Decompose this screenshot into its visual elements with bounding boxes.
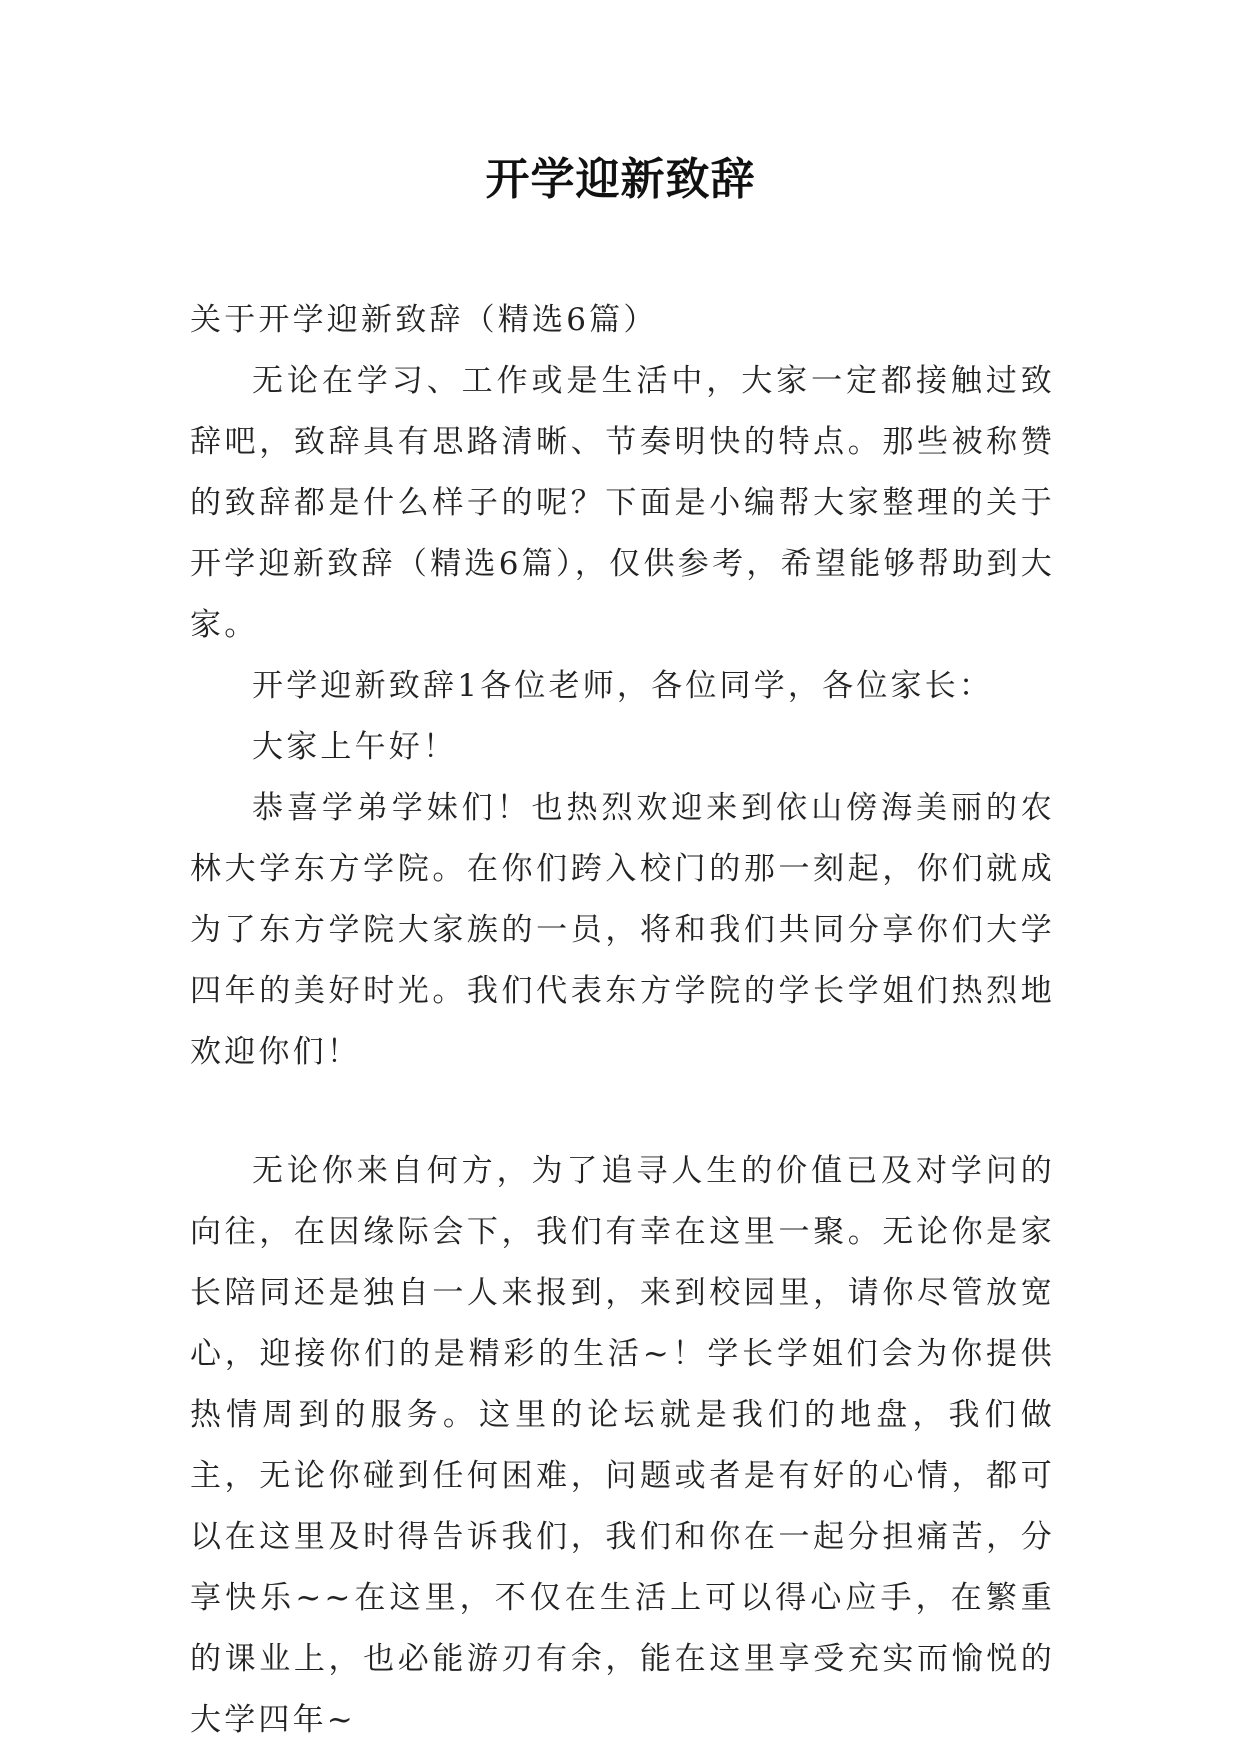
- intro-paragraph: 无论在学习、工作或是生活中，大家一定都接触过致辞吧，致辞具有思路清晰、节奏明快的特点。那些被称赞的致辞都是什么样子的呢？下面是小编帮大家整理的关于开学迎新致辞（精选6篇），仅供参考，希望能够帮助到大家。: [190, 363, 1055, 643]
- speech-greeting: 大家上午好！: [252, 729, 458, 765]
- speech-salutation: 开学迎新致辞1各位老师，各位同学，各位家长：: [252, 668, 994, 704]
- document-title: 开学迎新致辞: [485, 154, 756, 205]
- intro-heading: 关于开学迎新致辞（精选6篇）: [190, 302, 658, 338]
- speech-paragraph-welcome: 恭喜学弟学妹们！也热烈欢迎来到依山傍海美丽的农林大学东方学院。在你们跨入校门的那一刻起，你们就成为了东方学院大家族的一员，将和我们共同分享你们大学四年的美好时光。我们代表东方学院的学长学姐们热烈地欢迎你们！: [190, 790, 1055, 1070]
- document-body: [190, 290, 1055, 1751]
- speech-paragraph-campus-life: 无论你来自何方，为了追寻人生的价值已及对学问的向往，在因缘际会下，我们有幸在这里一聚。无论你是家长陪同还是独自一人来报到，来到校园里，请你尽管放宽心，迎接你们的是精彩的生活~！学长学姐们会为你提供热情周到的服务。这里的论坛就是我们的地盘，我们做主，无论你碰到任何困难，问题或者是有好的心情，都可以在这里及时得告诉我们，我们和你在一起分担痛苦，分享快乐~~在这里，不仅在生活上可以得心应手，在繁重的课业上，也必能游刃有余，能在这里享受充实而愉悦的大学四年~: [190, 1153, 1055, 1738]
